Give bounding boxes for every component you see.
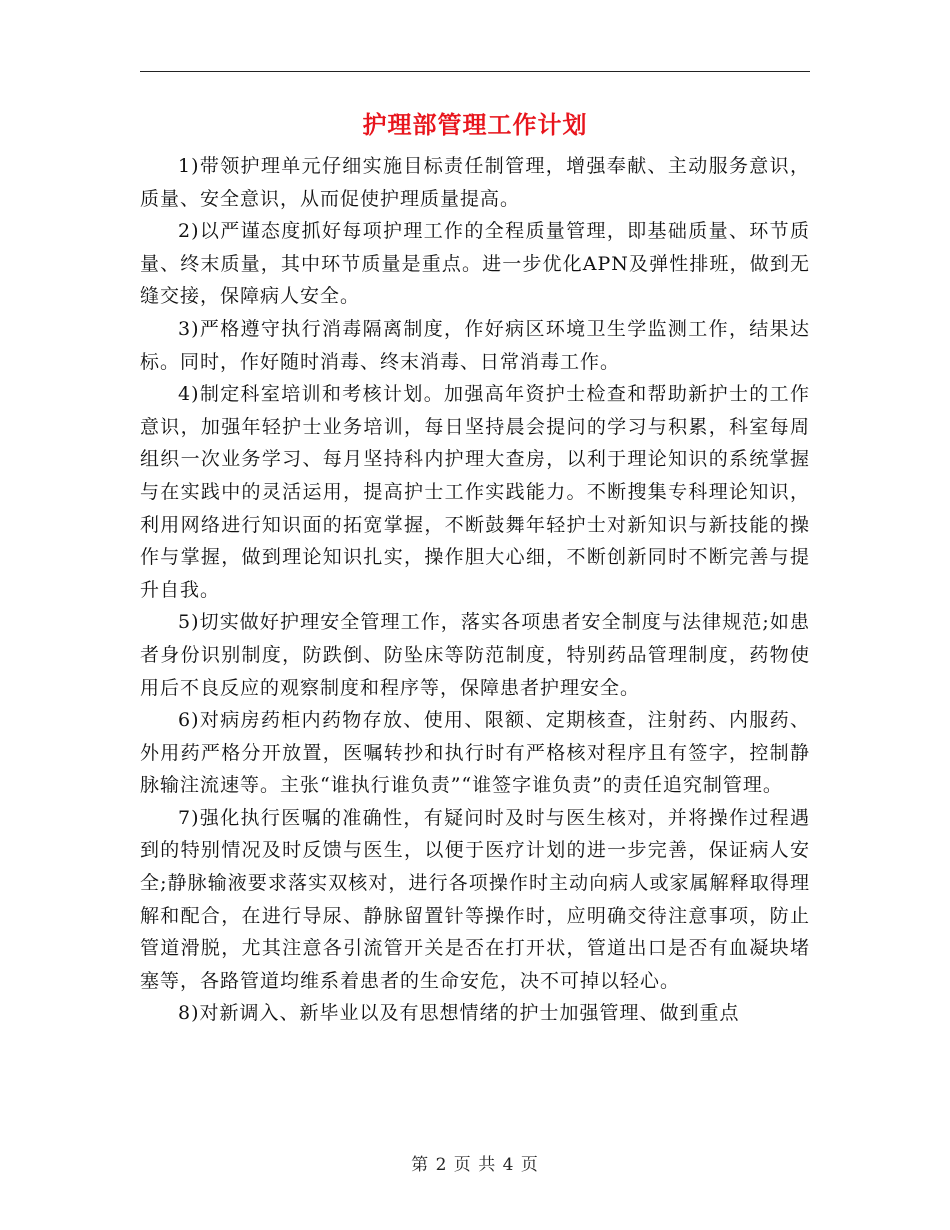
document-title: 护理部管理工作计划 (362, 110, 588, 139)
paragraph-4: 4)制定科室培训和考核计划。加强高年资护士检查和帮助新护士的工作意识，加强年轻护士业务培训，每日坚持晨会提问的学习与积累，科室每周组织一次业务学习、每月坚持科内护理大查房，以利于理论知识的系统掌握与在实践中的灵活运用，提高护士工作实践能力。不断搜集专科理论知识，利用网络进行知识面的拓宽掌握，不断鼓舞年轻护士对新知识与新技能的操作与掌握，做到理论知识扎实，操作胆大心细，不断创新同时不断完善与提升自我。 (140, 383, 810, 601)
paragraph-3: 3)严格遵守执行消毒隔离制度，作好病区环境卫生学监测工作，结果达标。同时，作好随时消毒、终末消毒、日常消毒工作。 (140, 317, 810, 373)
header-rule (140, 71, 810, 72)
document-body (140, 150, 810, 1030)
page-number: 第 2 页 共 4 页 (411, 1155, 539, 1175)
paragraph-6: 6)对病房药柜内药物存放、使用、限额、定期核查，注射药、内服药、外用药严格分开放置，医嘱转抄和执行时有严格核对程序且有签字，控制静脉输注流速等。主张“谁执行谁负责”“谁签字谁负责”的责任追究制管理。 (140, 709, 810, 797)
paragraph-7: 7)强化执行医嘱的准确性，有疑问时及时与医生核对，并将操作过程遇到的特别情况及时反馈与医生，以便于医疗计划的进一步完善，保证病人安全;静脉输液要求落实双核对，进行各项操作时主动向病人或家属解释取得理解和配合，在进行导尿、静脉留置针等操作时，应明确交待注意事项，防止管道滑脱，尤其注意各引流管开关是否在打开状，管道出口是否有血凝块堵塞等，各路管道均维系着患者的生命安危，决不可掉以轻心。 (140, 806, 810, 992)
paragraph-8: 8)对新调入、新毕业以及有思想情绪的护士加强管理、做到重点 (178, 1002, 740, 1025)
paragraph-2: 2)以严谨态度抓好每项护理工作的全程质量管理，即基础质量、环节质量、终末质量，其中环节质量是重点。进一步优化APN及弹性排班，做到无缝交接，保障病人安全。 (140, 220, 810, 308)
paragraph-1: 1)带领护理单元仔细实施目标责任制管理，增强奉献、主动服务意识，质量、安全意识，从而促使护理质量提高。 (140, 155, 810, 210)
paragraph-5: 5)切实做好护理安全管理工作，落实各项患者安全制度与法律规范;如患者身份识别制度，防跌倒、防坠床等防范制度，特别药品管理制度，药物使用后不良反应的观察制度和程序等，保障患者护理安全。 (140, 611, 810, 699)
